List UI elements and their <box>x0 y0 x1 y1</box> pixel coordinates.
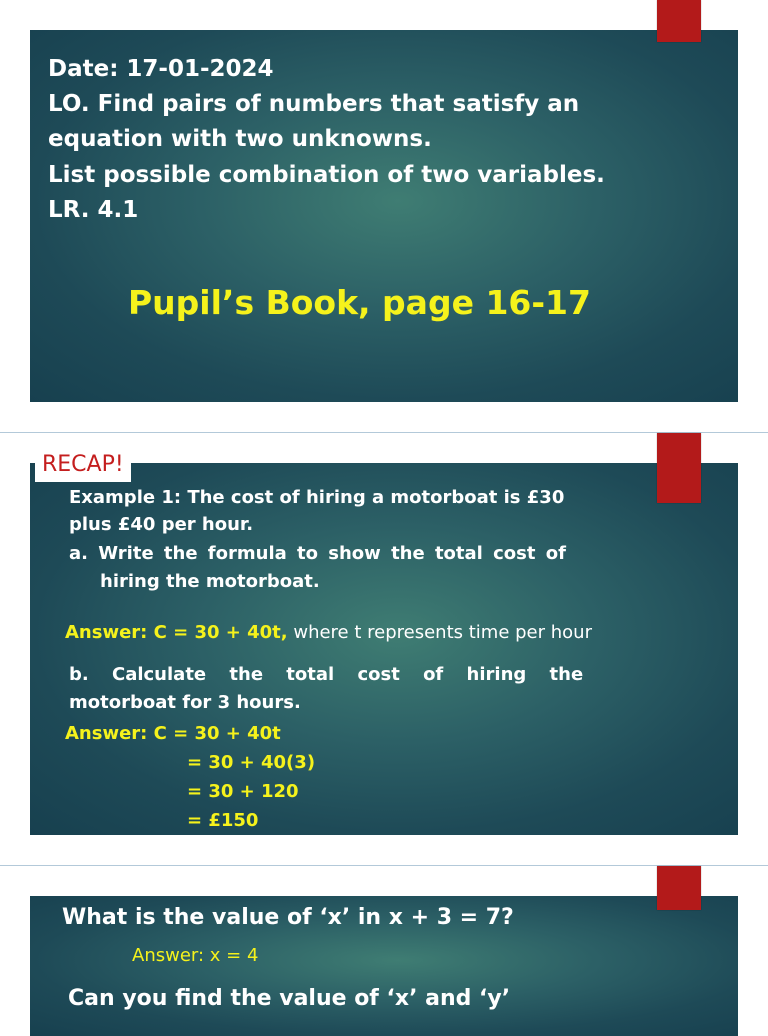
answer-a <box>65 622 592 643</box>
slide-1-red-tab <box>657 0 701 42</box>
lr-text: LR. 4.1 <box>48 197 139 223</box>
learning-objective-line-2: equation with two unknowns. <box>48 126 432 152</box>
example-line-1: Example 1: The cost of hiring a motorboat is £30 <box>69 487 565 508</box>
answer-b-step-1: Answer: C = 30 + 40t <box>65 723 281 744</box>
answer-b-step-4: = £150 <box>187 810 259 831</box>
question-2: Can you find the value of ‘x’ and ‘y’ <box>68 986 511 1011</box>
example-line-2: plus £40 per hour. <box>69 514 254 535</box>
answer-a-formula: Answer: C = 30 + 40t, <box>65 622 288 643</box>
slide-2 <box>30 463 738 835</box>
question-b-line-1: b. Calculate the total cost of hiring the <box>69 664 584 685</box>
slide-divider-1 <box>0 432 768 433</box>
learning-objective-line-1: LO. Find pairs of numbers that satisfy an <box>48 91 580 117</box>
slide-divider-2 <box>0 865 768 866</box>
date-text: Date: 17-01-2024 <box>48 56 274 82</box>
answer-a-explanation: where t represents time per hour <box>287 622 592 643</box>
answer-1: Answer: x = 4 <box>132 945 259 966</box>
question-b-line-2: motorboat for 3 hours. <box>69 692 301 713</box>
recap-label: RECAP! <box>35 448 131 482</box>
answer-b-step-2: = 30 + 40(3) <box>187 752 316 773</box>
question-1: What is the value of ‘x’ in x + 3 = 7? <box>62 905 514 930</box>
question-a-line-1: a. Write the formula to show the total cost of <box>69 543 566 564</box>
slide-3 <box>30 896 738 1036</box>
question-a-line-2: hiring the motorboat. <box>100 571 320 592</box>
answer-b-step-3: = 30 + 120 <box>187 781 299 802</box>
slide-3-red-tab <box>657 866 701 910</box>
slide-1 <box>30 30 738 402</box>
slide-2-red-tab <box>657 433 701 503</box>
pupils-book-reference: Pupil’s Book, page 16-17 <box>128 283 591 322</box>
list-objective-text: List possible combination of two variables. <box>48 162 605 188</box>
